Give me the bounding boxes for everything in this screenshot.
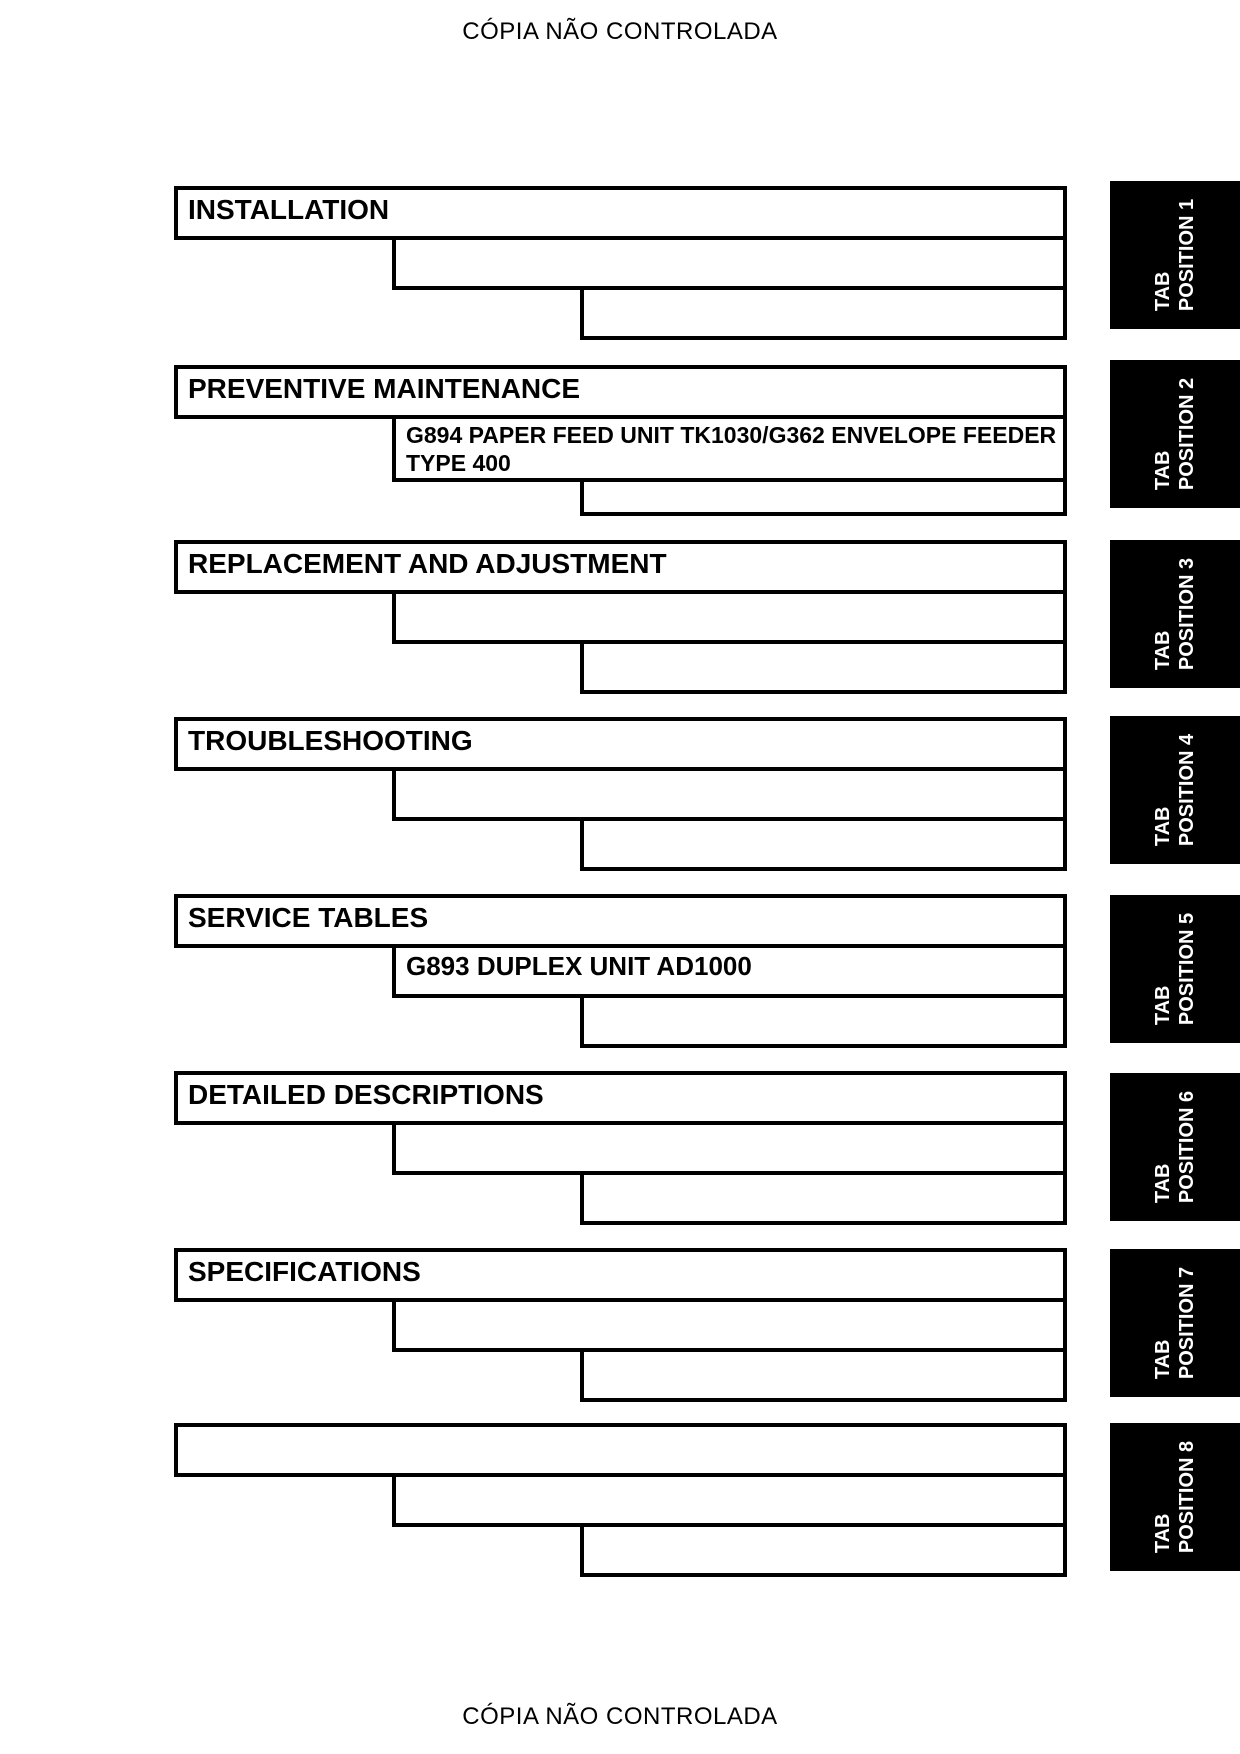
tab-position-5[interactable] [1110, 895, 1240, 1043]
section-title-box [174, 894, 1067, 948]
tab-position-2[interactable] [1110, 360, 1240, 508]
section-title-box [174, 1071, 1067, 1125]
tab-position-label: POSITION 2 [1176, 377, 1198, 491]
section-subtitle-box [392, 944, 1067, 998]
section-third-box [580, 640, 1067, 694]
uncontrolled-copy-stamp-top: CÓPIA NÃO CONTROLADA [462, 18, 778, 45]
section-title: INSTALLATION [188, 194, 390, 225]
section-subtitle-box [392, 1298, 1067, 1352]
section-title: DETAILED DESCRIPTIONS [188, 1079, 544, 1110]
tab-word: TAB [1152, 450, 1174, 491]
tab-word: TAB [1152, 806, 1174, 847]
tab-word: TAB [1152, 985, 1174, 1026]
tab-position-label: POSITION 1 [1176, 198, 1198, 312]
section-third-box [580, 817, 1067, 871]
section-title-box [174, 540, 1067, 594]
section-third-box [580, 1171, 1067, 1225]
section-third-box [580, 286, 1067, 340]
tab-word: TAB [1152, 1339, 1174, 1380]
section-subtitle-box [392, 590, 1067, 644]
tab-position-3[interactable] [1110, 540, 1240, 688]
section-title: PREVENTIVE MAINTENANCE [188, 373, 581, 404]
section-subtitle-box [392, 767, 1067, 821]
tab-position-label: POSITION 5 [1176, 912, 1198, 1026]
section-title-box [174, 186, 1067, 240]
section-title: TROUBLESHOOTING [188, 725, 473, 756]
section-title: SERVICE TABLES [188, 902, 429, 933]
tab-position-6[interactable] [1110, 1073, 1240, 1221]
section-title-box [174, 1248, 1067, 1302]
tab-position-4[interactable] [1110, 716, 1240, 864]
tab-position-1[interactable] [1110, 181, 1240, 329]
section-subtitle: G893 DUPLEX UNIT AD1000 [406, 951, 752, 981]
uncontrolled-copy-stamp-bottom: CÓPIA NÃO CONTROLADA [462, 1703, 778, 1730]
tab-word: TAB [1152, 1513, 1174, 1554]
section-title: SPECIFICATIONS [188, 1256, 421, 1287]
tab-position-label: POSITION 7 [1176, 1266, 1198, 1380]
section-third-box [580, 994, 1067, 1048]
tab-position-7[interactable] [1110, 1249, 1240, 1397]
tab-position-label: POSITION 8 [1176, 1440, 1198, 1554]
section-title-box [174, 717, 1067, 771]
tab-position-label: POSITION 4 [1176, 733, 1198, 847]
section-subtitle-box [392, 236, 1067, 290]
section-title-box [174, 1423, 1067, 1477]
section-subtitle-box [392, 1473, 1067, 1527]
section-title-box [174, 365, 1067, 419]
section-subtitle: G894 PAPER FEED UNIT TK1030/G362 ENVELOPE FEEDER TYPE 400 [406, 422, 1057, 476]
section-third-box [580, 1523, 1067, 1577]
tab-word: TAB [1152, 630, 1174, 671]
section-subtitle-box [392, 1121, 1067, 1175]
tab-position-8[interactable] [1110, 1423, 1240, 1571]
tab-position-label: POSITION 6 [1176, 1090, 1198, 1204]
section-third-box [580, 478, 1067, 516]
tab-word: TAB [1152, 271, 1174, 312]
section-third-box [580, 1348, 1067, 1402]
section-subtitle-box [392, 415, 1067, 482]
tab-word: TAB [1152, 1163, 1174, 1204]
section-title: REPLACEMENT AND ADJUSTMENT [188, 548, 667, 579]
tab-position-label: POSITION 3 [1176, 557, 1198, 671]
